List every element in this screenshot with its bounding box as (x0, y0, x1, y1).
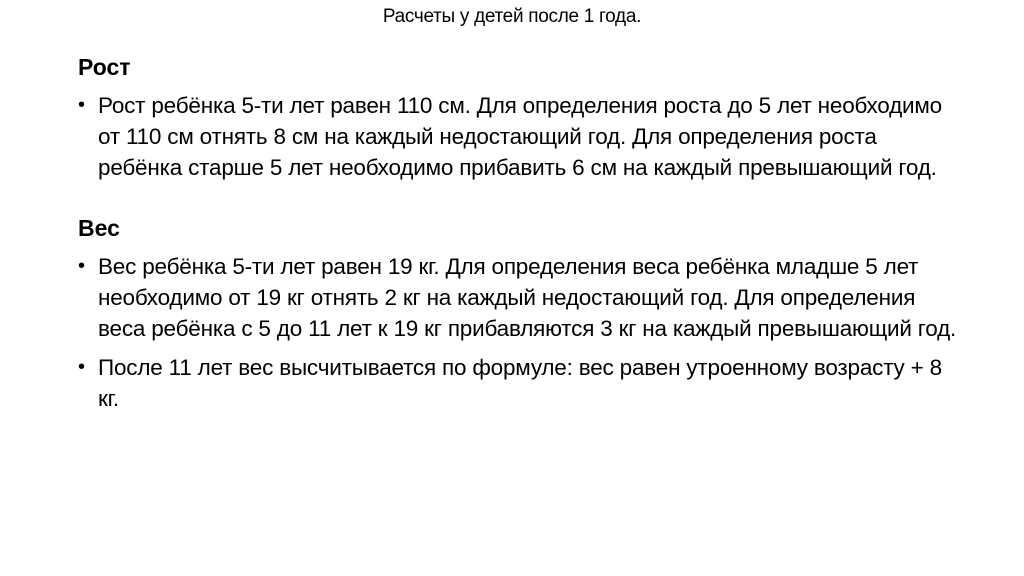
bullet-list-weight (78, 251, 978, 414)
bullet-text: Вес ребёнка 5-ти лет равен 19 кг. Для определения веса ребёнка младше 5 лет необходимо от 19 кг отнять 2 кг на каждый недостающий год. Для определения веса ребёнка с 5 до 11 лет к 19 кг прибавляются 3 кг на каждый превышающий год. (98, 254, 957, 341)
bullet-dot-icon: • (78, 356, 85, 378)
section-heading-weight: Вес (78, 215, 120, 241)
bullet-dot-icon: • (78, 255, 85, 277)
slide-content (78, 52, 978, 422)
list-item (78, 90, 978, 183)
bullet-list-height (78, 90, 978, 183)
bullet-text: Рост ребёнка 5-ти лет равен 110 см. Для определения роста до 5 лет необходимо от 110 см отнять 8 см на каждый недостающий год. Для определения роста ребёнка старше 5 лет необходимо прибавить 6 см на каждый превышающий год. (98, 93, 942, 180)
list-item (78, 352, 978, 414)
bullet-dot-icon: • (78, 94, 85, 116)
slide-title: Расчеты у детей после 1 года. (382, 6, 642, 27)
bullet-text: После 11 лет вес высчитывается по формуле: вес равен утроенному возрасту + 8 кг. (98, 355, 942, 411)
list-item (78, 251, 978, 344)
section-heading-height: Рост (78, 54, 131, 80)
